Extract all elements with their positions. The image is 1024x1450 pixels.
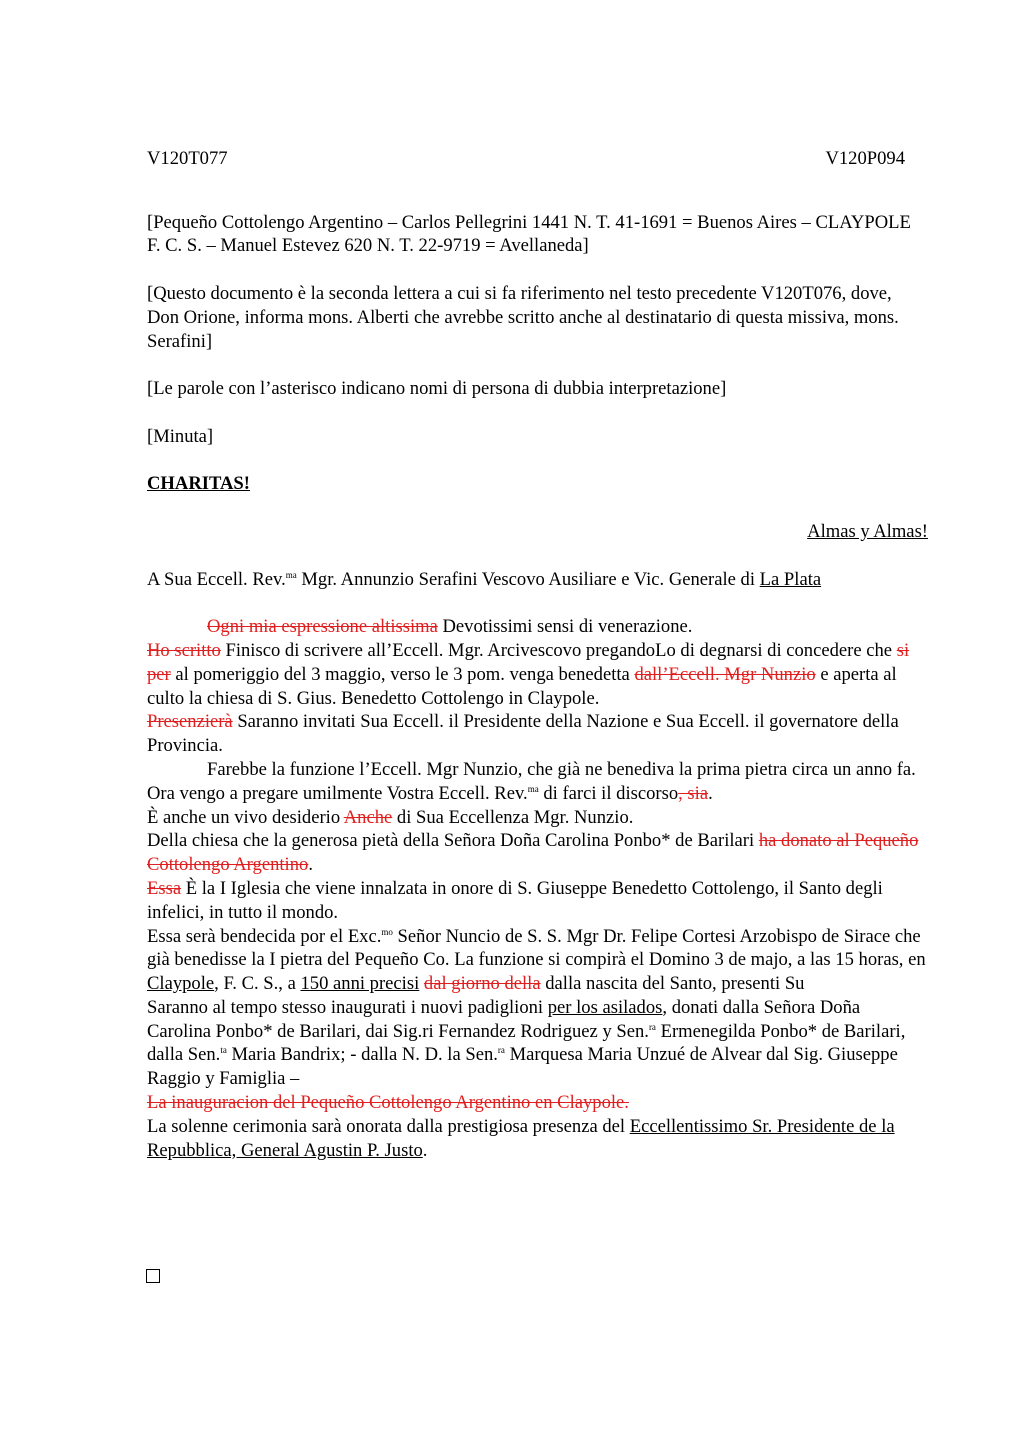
deleted-text: si per [147, 639, 910, 685]
document-page [147, 144, 928, 1162]
asterisk-note: [Le parole con l’asterisco indicano nomi di persona di dubbia interpretazione] [147, 378, 727, 400]
document-code-right: V120P094 [825, 148, 905, 169]
body-paragraph-8: Essa serà bendecida por el Exc.$^{mo}$ Señor Nuncio de S. S. Mgr Dr. Felipe Cortesi Arzobispo de Sirace che già benedisse la I pietra del Pequeño Co. La funzione si compirà el Domino 3 de majo, a las 15 horas, en Claypole, F. C. S., a 150 anni precisi dal giorno della dalla nascita del Santo, presenti Su [147, 925, 926, 995]
body-paragraph-1: Ogni mia espressione altissima Devotissimi sensi di venerazione. [207, 616, 693, 638]
body-paragraph-3: Presenzierà Saranno invitati Sua Eccell. il Presidente della Nazione e Sua Eccell. il governatore della Provincia. [147, 711, 899, 757]
heading-charitas: CHARITAS! [147, 473, 250, 495]
body-paragraph-10 [147, 1091, 928, 1115]
address-note: [Pequeño Cottolengo Argentino – Carlos Pellegrini 1441 N. T. 41-1691 = Buenos Aires – CLAYPOLE F. C. S. – Manuel Estevez 620 N. T. 22-9719 = Avellaneda] [147, 211, 911, 257]
deleted-text: Presenzierà [147, 711, 233, 733]
deleted-text: Essa [147, 877, 182, 899]
body-paragraph-6: Della chiesa che la generosa pietà della Señora Doña Carolina Ponbo* de Barilari ha donato al Pequeño Cottolengo Argentino. [147, 830, 919, 876]
context-note: [Questo documento è la seconda lettera a cui si fa riferimento nel testo precedente V120T076, dove, Don Orione, informa mons. Alberti che avrebbe scritto anche al destinatario di questa missiva, mons. Serafini] [147, 282, 899, 352]
body-paragraph-2: Ho scritto Finisco di scrivere all’Eccell. Mgr. Arcivescovo pregandoLo di degnarsi di concedere che si per al pomeriggio del 3 maggio, verso le 3 pom. venga benedetta dall’Eccell. Mgr Nunzio e aperta al culto la chiesa di S. Gius. Benedetto Cottolengo in Claypole. [147, 639, 910, 709]
motto: Almas y Almas! [807, 520, 928, 542]
recipient-line: A Sua Eccell. Rev.$^{ma}$ Mgr. Annunzio Serafini Vescovo Ausiliare e Vic. Generale di La Plata [147, 568, 822, 590]
deleted-text: dall’Eccell. Mgr Nunzio [634, 663, 816, 685]
deleted-text: La inauguracion del Pequeño Cottolengo Argentino en Claypole. [147, 1092, 629, 1114]
body-paragraph-9: Saranno al tempo stesso inaugurati i nuovi padiglioni per los asilados, donati dalla Señora Doña Carolina Ponbo* de Barilari, dai Sig.ri Fernandez Rodriguez y Sen.$^{ra}$ Ermenegilda Ponbo* de Barilari, dalla Sen.$^{ta}$ Maria Bandrix; - dalla N. D. la Sen.$^{ra}$ Marquesa Maria Unzué de Alvear dal Sig. Giuseppe Raggio y Famiglia – [147, 996, 906, 1090]
document-header [147, 147, 905, 171]
body-paragraph-7: Essa È la I Iglesia che viene innalzata in onore di S. Giuseppe Benedetto Cottolengo, il Santo degli infelici, in tutto il mondo. [147, 877, 883, 923]
body-paragraph-11: La solenne cerimonia sarà onorata dalla prestigiosa presenza del Eccellentissimo Sr. Presidente de la Repubblica, General Agustin P. Justo. [147, 1115, 895, 1161]
deleted-text: dal giorno della [423, 973, 541, 995]
document-code-left: V120T077 [147, 148, 228, 169]
body-paragraph-4: Farebbe la funzione l’Eccell. Mgr Nunzio, che già ne benediva la prima pietra circa un anno fa. Ora vengo a pregare umilmente Vostra Eccell. Rev.$^{ma}$ di farci il discorso, sia. [147, 758, 916, 804]
deleted-text: Anche [343, 806, 393, 828]
deleted-text: , sia [678, 782, 709, 804]
deleted-text: ha donato al Pequeño Cottolengo Argentino [147, 830, 919, 876]
recipient-place: La Plata [759, 568, 822, 590]
deleted-text: Ogni mia espressione altissima [207, 616, 438, 638]
body-paragraph-5: È anche un vivo desiderio Anche di Sua Eccellenza Mgr. Nunzio. [147, 806, 634, 828]
minuta-note: [Minuta] [147, 425, 214, 447]
checkbox-icon[interactable] [146, 1269, 160, 1283]
deleted-text: Ho scritto [147, 639, 221, 661]
